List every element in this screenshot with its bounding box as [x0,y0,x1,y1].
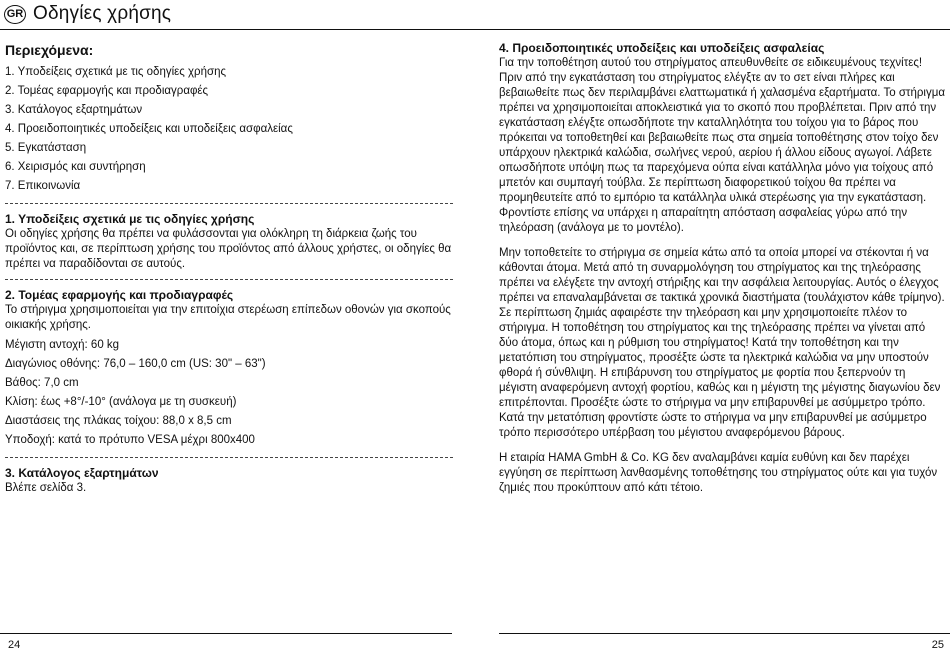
toc-title: Περιεχόμενα: [5,42,94,58]
spec-max-load: Μέγιστη αντοχή: 60 kg [5,339,120,351]
spec-vesa: Υποδοχή: κατά το πρότυπο VESA μέχρι 800x400 [5,434,255,446]
toc-item: 3. Κατάλογος εξαρτημάτων [5,104,143,116]
spec-tilt: Κλίση: έως +8°/-10° (ανάλογα με τη συσκευή) [5,396,237,408]
toc-item: 4. Προειδοποιητικές υποδείξεις και υποδείξεις ασφαλείας [5,123,293,135]
footer-divider-right [499,633,950,634]
section-1-heading: 1. Υποδείξεις σχετικά με τις οδηγίες χρήσης [5,212,255,226]
toc-item: 6. Χειρισμός και συντήρηση [5,161,146,173]
toc-list [5,63,453,196]
spec-wall-plate: Διαστάσεις της πλάκας τοίχου: 88,0 x 8,5 cm [5,415,232,427]
dashed-divider [5,457,453,458]
header-divider [0,29,950,30]
toc-item: 7. Επικοινωνία [5,180,81,192]
footer-divider-left [0,633,452,634]
toc-item: 1. Υποδείξεις σχετικά με τις οδηγίες χρήσης [5,66,227,78]
section-2-text: Το στήριγμα χρησιμοποιείται για την επιτοίχια στερέωση επίπεδων οθονών για σκοπούς οικιακής χρήσης. [5,304,451,331]
section-4-paragraph: Για την τοποθέτηση αυτού του στηρίγματος απευθυνθείτε σε ειδικευμένους τεχνίτες! Πριν από την εγκατάσταση του στηρίγματος ελέγξτε αν το σετ είναι πλήρες και βεβαιωθείτε πως δεν περιλαμβάνει ελαττωματικά ή χαλασμένα εξαρτήματα. Το στήριγμα πρέπει να χρησιμοποιείται αποκλειστικά για το σκοπό που προβλέπεται. Πριν από την εγκατάσταση ελέγξτε οπωσδήποτε την καταλληλότητα του τοίχου για το βάρος που πρόκειται να τοποθετηθεί και βεβαιωθείτε πως στα σημεία τοποθέτησης στον τοίχο δεν υπάρχουν ηλεκτρικά καλώδια, σωλήνες νερού, αερίου ή άλλου είδους αγωγοί. Λάβετε οπωσδήποτε υπόψη πως τα παρεχόμενα ούπα είναι κατάλληλα μόνο για τοίχους από μπετόν και συμπαγή τούβλα. Σε περίπτωση διαφορετικού τοίχου θα πρέπει να προμηθευτείτε από το εμπόριο τα κατάλληλα υλικά στερέωσης για την εγκατάσταση. Φροντίστε επίσης να υπάρχει η απαραίτητη απόσταση ασφαλείας γύρω από την τηλεόραση (ανάλογα με το μοντέλο). [499,57,945,234]
page-number-left: 24 [8,639,21,651]
left-column [5,41,453,496]
dashed-divider [5,279,453,280]
toc-item: 2. Τομέας εφαρμογής και προδιαγραφές [5,85,209,97]
section-3-heading: 3. Κατάλογος εξαρτημάτων [5,466,159,480]
section-4-paragraph: Μην τοποθετείτε το στήριγμα σε σημεία κάτω από τα οποία μπορεί να στέκονται ή να κάθονται άτομα. Μετά από τη συναρμολόγηση του στηρίγματος και της τηλεόρασης πρέπει να ελέγξετε την αντοχή στήριξης και την ασφάλεια λειτουργίας. Αυτός ο έλεγχος πρέπει να επαναλαμβάνεται σε τακτικά χρονικά διαστήματα (τουλάχιστον κάθε τρίμηνο). Σε περίπτωση ζημιάς αφαιρέστε την τηλεόραση και μην χρησιμοποιείτε πλέον το στήριγμα. Η τοποθέτηση του στηρίγματος και της τηλεόρασης πρέπει να γίνεται από δύο άτομα, όπως και η ρύθμιση του στηρίγματος! Κατά την τοποθέτηση και την μετατόπιση του στηρίγματος, προσέξτε ώστε τα ηλεκτρικά καλώδια να μην υποστούν φθορά ή σύνθλιψη. Η επιβάρυνση του στηρίγματος με φορτία που ξεπερνούν τη μέγιστη αναφερόμενη αντοχή φορτίου, καθώς και η μέγιστη της μέγιστης διαγωνίου δεν επιτρέπονται. Προσέξτε ώστε το στήριγμα να μην επιβαρυνθεί με ασύμμετρο τρόπο. Κατά την μετατόπιση φροντίστε ώστε το στήριγμα να μην επιβαρυνθεί με ασύμμετρο τρόπο περισσότερο υπέρβαση του μέγιστου αναφερόμενου βάρους. [499,247,945,439]
spec-depth: Βάθος: 7,0 cm [5,377,79,389]
toc-item: 5. Εγκατάσταση [5,142,87,154]
language-badge: GR [4,5,26,24]
section-2-heading: 2. Τομέας εφαρμογής και προδιαγραφές [5,288,234,302]
header-title: Οδηγίες χρήσης [33,3,172,24]
page-header [4,2,171,26]
section-4-paragraph: Η εταιρία HAMA GmbH & Co. KG δεν αναλαμβάνει καμία ευθύνη και δεν παρέχει εγγύηση σε περίπτωση λανθασμένης τοποθέτησης του στηρίγματος ούτε και για τυχόν ζημιές που προκύπτουν από κάτι τέτοιο. [499,452,938,494]
spec-screen-diagonal: Διαγώνιος οθόνης: 76,0 – 160,0 cm (US: 30" – 63") [5,358,266,370]
right-column [499,41,946,496]
section-1-text: Οι οδηγίες χρήσης θα πρέπει να φυλάσσονται για ολόκληρη τη διάρκεια ζωής του προϊόντος και, σε περίπτωση χρήσης του προϊόντος από άλλους χρήστες, οι οδηγίες θα πρέπει να παραδίδονται σε αυτούς. [5,228,452,270]
section-4-heading: 4. Προειδοποιητικές υποδείξεις και υποδείξεις ασφαλείας [499,41,825,55]
dashed-divider [5,203,453,204]
section-3-text: Βλέπε σελίδα 3. [5,482,87,494]
page-number-right: 25 [931,639,944,651]
